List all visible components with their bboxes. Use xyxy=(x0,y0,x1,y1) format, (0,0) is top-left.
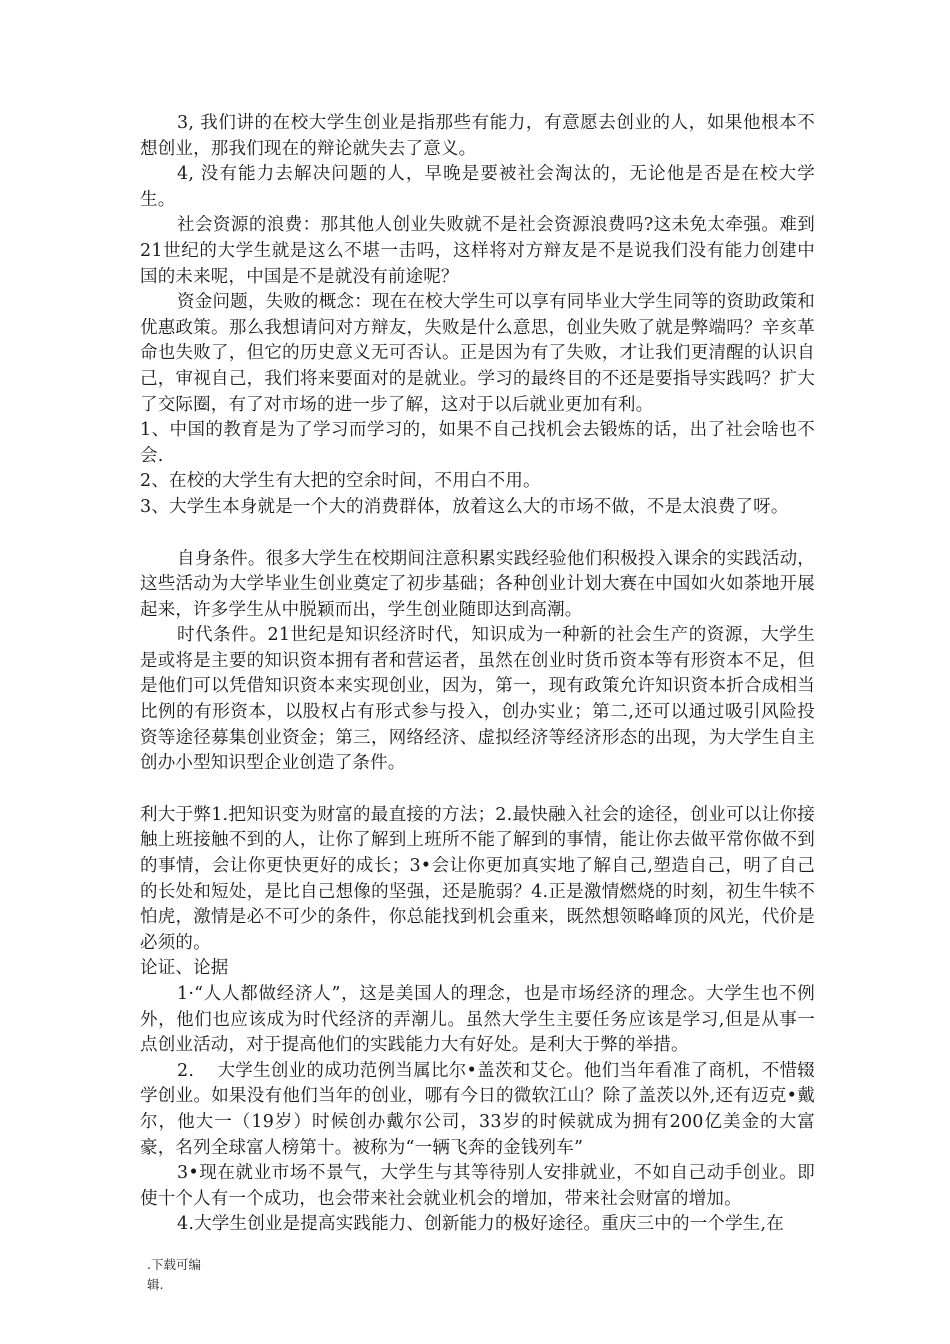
blank-line xyxy=(140,777,815,803)
paragraph: 4.大学生创业是提高实践能力、创新能力的极好途径。重庆三中的一个学生,在 xyxy=(177,1214,784,1235)
footer-note: .下载可编辑. xyxy=(147,1257,201,1292)
paragraph: 4, 没有能力去解决问题的人，早晚是要被社会淘汰的，无论他是否是在校大学生。 xyxy=(140,164,815,210)
blank-line xyxy=(140,521,815,547)
paragraph: 利大于弊1.把知识变为财富的最直接的方法；2.最快融入社会的途径，创业可以让你接触上班接触不到的人，让你了解到上班所不能了解到的事情，能让你去做平常你做不到的事情，会让你更快更好的成长；3•会让你更加真实地了解自己,塑造自己，明了自己的长处和短处，是比自己想像的坚强，还是脆弱？4.正是激情燃烧的时刻，初生牛犊不怕虎，激情是必不可少的条件，你总能找到机会重来，既然想领略峰顶的风光，代价是必须的。 xyxy=(140,804,815,953)
paragraph: 1·“人人都做经济人”，这是美国人的理念，也是市场经济的理念。大学生也不例外，他们也应该成为时代经济的弄潮儿。虽然大学生主要任务应该是学习,但是从事一点创业活动，对于提高他们的实践能力大有好处。是利大于弊的举措。 xyxy=(140,984,815,1056)
paragraph: 时代条件。21世纪是知识经济时代，知识成为一种新的社会生产的资源，大学生是或将是主要的知识资本拥有者和营运者，虽然在创业时货币资本等有形资本不足，但是他们可以凭借知识资本来实现创业，因为，第一，现有政策允许知识资本折合成相当比例的有形资本，以股权占有形式参与投入，创办实业；第二,还可以通过吸引风险投资等途径募集创业资金；第三，网络经济、虚拟经济等经济形态的出现，为大学生自主创办小型知识型企业创造了条件。 xyxy=(140,625,815,774)
paragraph: 3, 我们讲的在校大学生创业是指那些有能力，有意愿去创业的人，如果他根本不想创业，那我们现在的辩论就失去了意义。 xyxy=(140,113,815,159)
list-item: 3、大学生本身就是一个大的消费群体，放着这么大的市场不做，不是太浪费了呀。 xyxy=(140,496,789,517)
paragraph: 社会资源的浪费：那其他人创业失败就不是社会资源浪费吗?这未免太牵强。难到21世纪的大学生就是这么不堪一击吗，这样将对方辩友是不是说我们没有能力创建中国的未来呢，中国是不是就没有前途呢？ xyxy=(140,215,815,287)
paragraph: 自身条件。很多大学生在校期间注意积累实践经验他们积极投入课余的实践活动，这些活动为大学毕业生创业奠定了初步基础；各种创业计划大赛在中国如火如荼地开展起来，许多学生从中脱颖而出，学生创业随即达到高潮。 xyxy=(140,548,815,620)
paragraph: 资金问题，失败的概念：现在在校大学生可以享有同毕业大学生同等的资助政策和优惠政策。那么我想请问对方辩友，失败是什么意思，创业失败了就是弊端吗？辛亥革命也失败了，但它的历史意义无可否认。正是因为有了失败，才让我们更清醒的认识自己，审视自己，我们将来要面对的是就业。学习的最终目的不还是要指导实践吗？扩大了交际圈，有了对市场的进一步了解，这对于以后就业更加有利。 xyxy=(140,292,815,415)
list-item: 2、在校的大学生有大把的空余时间，不用白不用。 xyxy=(140,471,541,492)
paragraph: 3•现在就业市场不景气，大学生与其等待别人安排就业，不如自己动手创业。即使十个人有一个成功，也会带来社会就业机会的增加，带来社会财富的增加。 xyxy=(140,1163,815,1209)
section-heading: 论证、论据 xyxy=(140,958,229,979)
paragraph: 2. 大学生创业的成功范例当属比尔•盖茨和艾仑。他们当年看准了商机，不惜辍学创业。如果没有他们当年的创业，哪有今日的微软江山？除了盖茨以外,还有迈克•戴尔，他大一（19岁）时候创办戴尔公司，33岁的时候就成为拥有200亿美金的大富豪，名列全球富人榜第十。被称为“一辆飞奔的金钱列车” xyxy=(140,1060,815,1158)
list-item: 1、中国的教育是为了学习而学习的，如果不自己找机会去锻炼的话，出了社会啥也不会. xyxy=(140,420,815,466)
